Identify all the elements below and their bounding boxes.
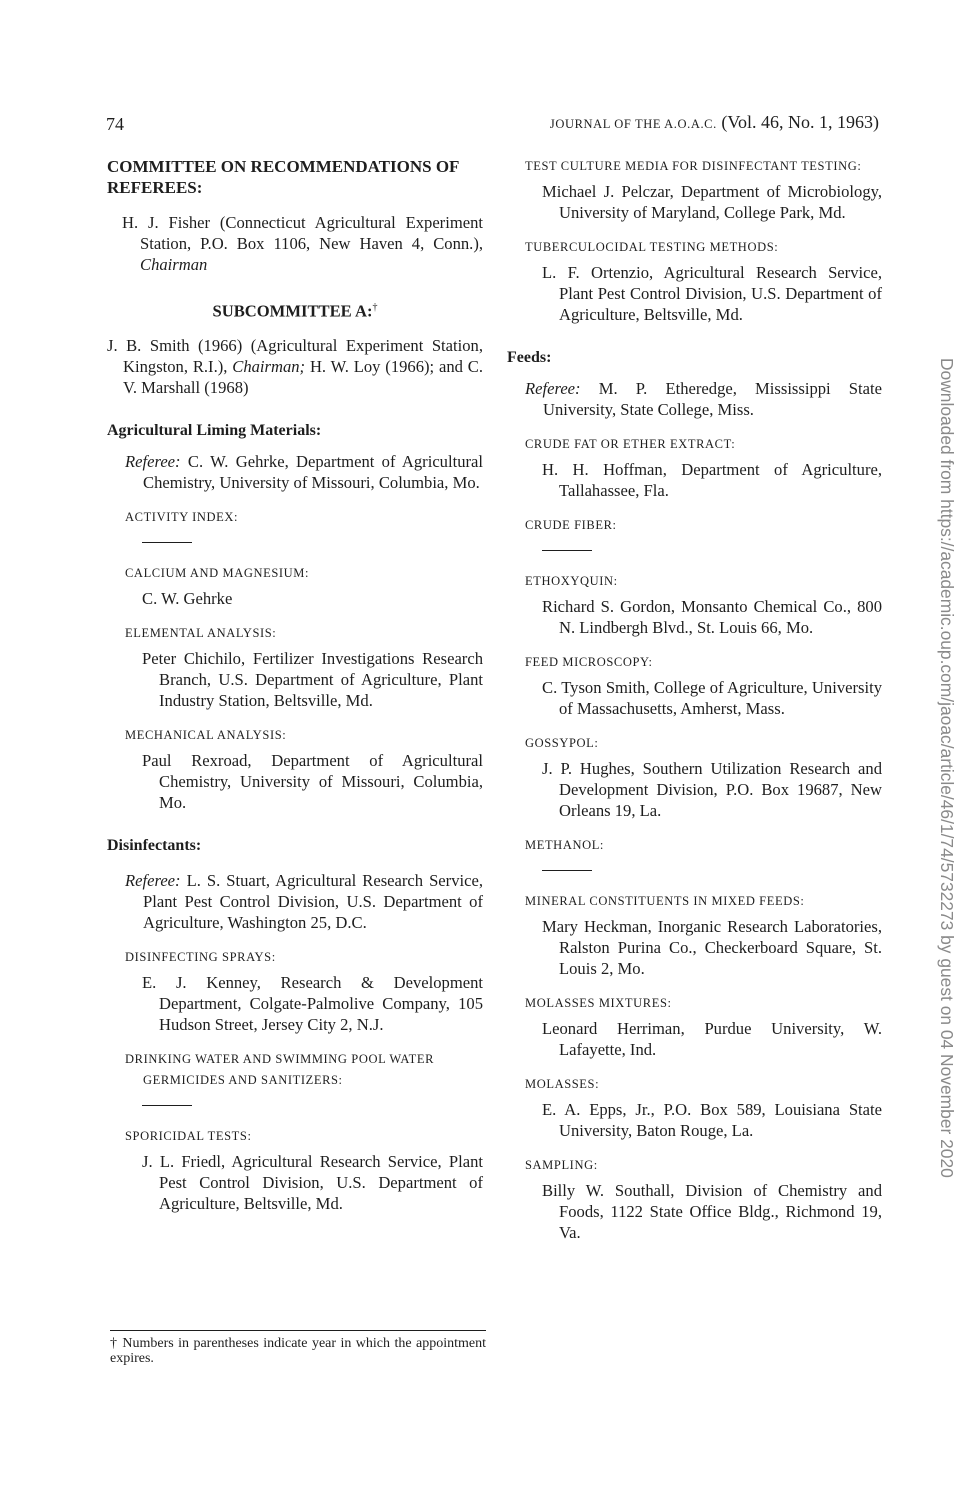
topic-crude-fiber: CRUDE FIBER: [525,518,617,532]
referee-label: Referee: [125,870,181,890]
referee-text: M. P. Etheredge, Mississippi State University, State College, Miss. [543,379,882,419]
person-feed-microscopy: C. Tyson Smith, College of Agriculture, University of Massachusetts, Amherst, Mass. [542,678,882,718]
topic-crude-fat: CRUDE FAT OR ETHER EXTRACT: [525,437,736,451]
topic-molasses: MOLASSES: [525,1077,600,1091]
section-heading-feeds: Feeds: [507,349,552,366]
footnote: † Numbers in parentheses indicate year in which the appointment expires. [110,1336,486,1366]
subcommittee-members [107,335,483,398]
person-calcium: C. W. Gehrke [142,588,233,608]
topic-drinking-water: DRINKING WATER AND SWIMMING POOL WATER GERMICIDES AND SANITIZERS: [125,1051,435,1087]
section-heading-disinfectants: Disinfectants: [107,836,202,854]
person-molasses: E. A. Epps, Jr., P.O. Box 589, Louisiana State University, Baton Rouge, La. [542,1100,882,1140]
download-watermark: Downloaded from https://academic.oup.com/jaoac/article/46/1/74/5732273 by guest on 04 November 2020 [937,358,957,1178]
topic-calcium-magnesium: CALCIUM AND MAGNESIUM: [125,565,310,580]
referee-entry-feeds [507,378,882,420]
referee-text: C. W. Gehrke, Department of Agricultural Chemistry, University of Missouri, Columbia, Mo. [143,451,483,492]
subcommittee-title [107,297,483,322]
journal-title: JOURNAL OF THE A.O.A.C. [549,117,717,131]
volume-info: (Vol. 46, No. 1, 1963) [721,112,879,132]
topic-sprays: DISINFECTING SPRAYS: [125,949,276,964]
person-sporicidal: J. L. Friedl, Agricultural Research Service, Plant Pest Control Division, U.S. Department of Agriculture, Beltsville, Md. [142,1151,483,1213]
running-head [550,112,879,133]
footnote-mark: † [372,302,378,313]
topic-sporicidal: SPORICIDAL TESTS: [125,1128,252,1143]
footnote-rule [110,1330,486,1331]
members-text-1: J. B. Smith (1966) (Agricultural Experiment Station, Kingston, R.I.), [107,335,483,376]
chairman-entry [107,212,483,275]
person-test-culture: Michael J. Pelczar, Department of Microbiology, University of Maryland, College Park, Md. [542,182,882,222]
topic-methanol: METHANOL: [525,838,605,852]
referee-text: L. S. Stuart, Agricultural Research Service, Plant Pest Control Division, U.S. Department of Agriculture, Washington 25, D.C. [143,870,483,932]
section-heading-liming: Agricultural Liming Materials: [107,421,322,439]
members-chair-role: Chairman; [232,356,306,376]
person-gossypol: J. P. Hughes, Southern Utilization Research and Development Division, P.O. Box 19687, New Orleans 19, La. [542,759,882,820]
referee-entry-disinfectants [107,870,483,933]
person-ethoxyquin: Richard S. Gordon, Monsanto Chemical Co., 800 N. Lindbergh Blvd., St. Louis 66, Mo. [542,597,882,637]
person-sprays: E. J. Kenney, Research & Development Department, Colgate-Palmolive Company, 105 Hudson Street, Jersey City 2, N.J. [142,972,483,1034]
person-elemental: Peter Chichilo, Fertilizer Investigations Research Branch, U.S. Department of Agriculture, Plant Industry Station, Beltsville, Md. [142,648,483,710]
topic-molasses-mixtures: MOLASSES MIXTURES: [525,996,672,1010]
person-sampling: Billy W. Southall, Division of Chemistry and Foods, 1122 State Office Bldg., Richmond 19, Va. [542,1181,882,1242]
person-crude-fat: H. H. Hoffman, Department of Agriculture, Tallahassee, Fla. [542,460,882,500]
subcommittee-title-text: SUBCOMMITTEE A: [212,301,373,321]
right-column [507,156,882,1243]
topic-activity-index: ACTIVITY INDEX: [125,509,239,524]
person-mineral: Mary Heckman, Inorganic Research Laboratories, Ralston Purina Co., Checkerboard Square, St. Louis 2, Mo. [542,917,882,978]
topic-gossypol: GOSSYPOL: [525,736,599,750]
referee-label: Referee: [525,379,581,398]
topic-tuberculocidal: TUBERCULOCIDAL TESTING METHODS: [525,240,779,254]
page-number: 74 [106,114,124,134]
topic-elemental: ELEMENTAL ANALYSIS: [125,625,277,640]
members-text-2: H. W. Loy (1966); and C. V. Marshall (1968) [123,356,483,397]
referee-label: Referee: [125,451,181,471]
topic-ethoxyquin: ETHOXYQUIN: [525,574,618,588]
chairman-text: H. J. Fisher (Connecticut Agricultural Experiment Station, P.O. Box 1106, New Haven 4, Conn.), [122,213,483,253]
person-mechanical: Paul Rexroad, Department of Agricultural Chemistry, University of Missouri, Columbia, Mo. [142,750,483,812]
person-molasses-mixtures: Leonard Herriman, Purdue University, W. Lafayette, Ind. [542,1019,882,1059]
topic-mechanical: MECHANICAL ANALYSIS: [125,727,287,742]
topic-sampling: SAMPLING: [525,1158,598,1172]
chairman-role: Chairman [140,255,208,274]
topic-feed-microscopy: FEED MICROSCOPY: [525,655,653,669]
topic-mineral: MINERAL CONSTITUENTS IN MIXED FEEDS: [525,894,805,908]
referee-entry-liming [107,451,483,493]
left-column [107,156,483,1214]
person-tuberculocidal: L. F. Ortenzio, Agricultural Research Service, Plant Pest Control Division, U.S. Department of Agriculture, Beltsville, Md. [542,263,882,324]
topic-test-culture: TEST CULTURE MEDIA FOR DISINFECTANT TESTING: [525,159,862,173]
committee-title: COMMITTEE ON RECOMMENDATIONS OF REFEREES: [107,157,459,197]
